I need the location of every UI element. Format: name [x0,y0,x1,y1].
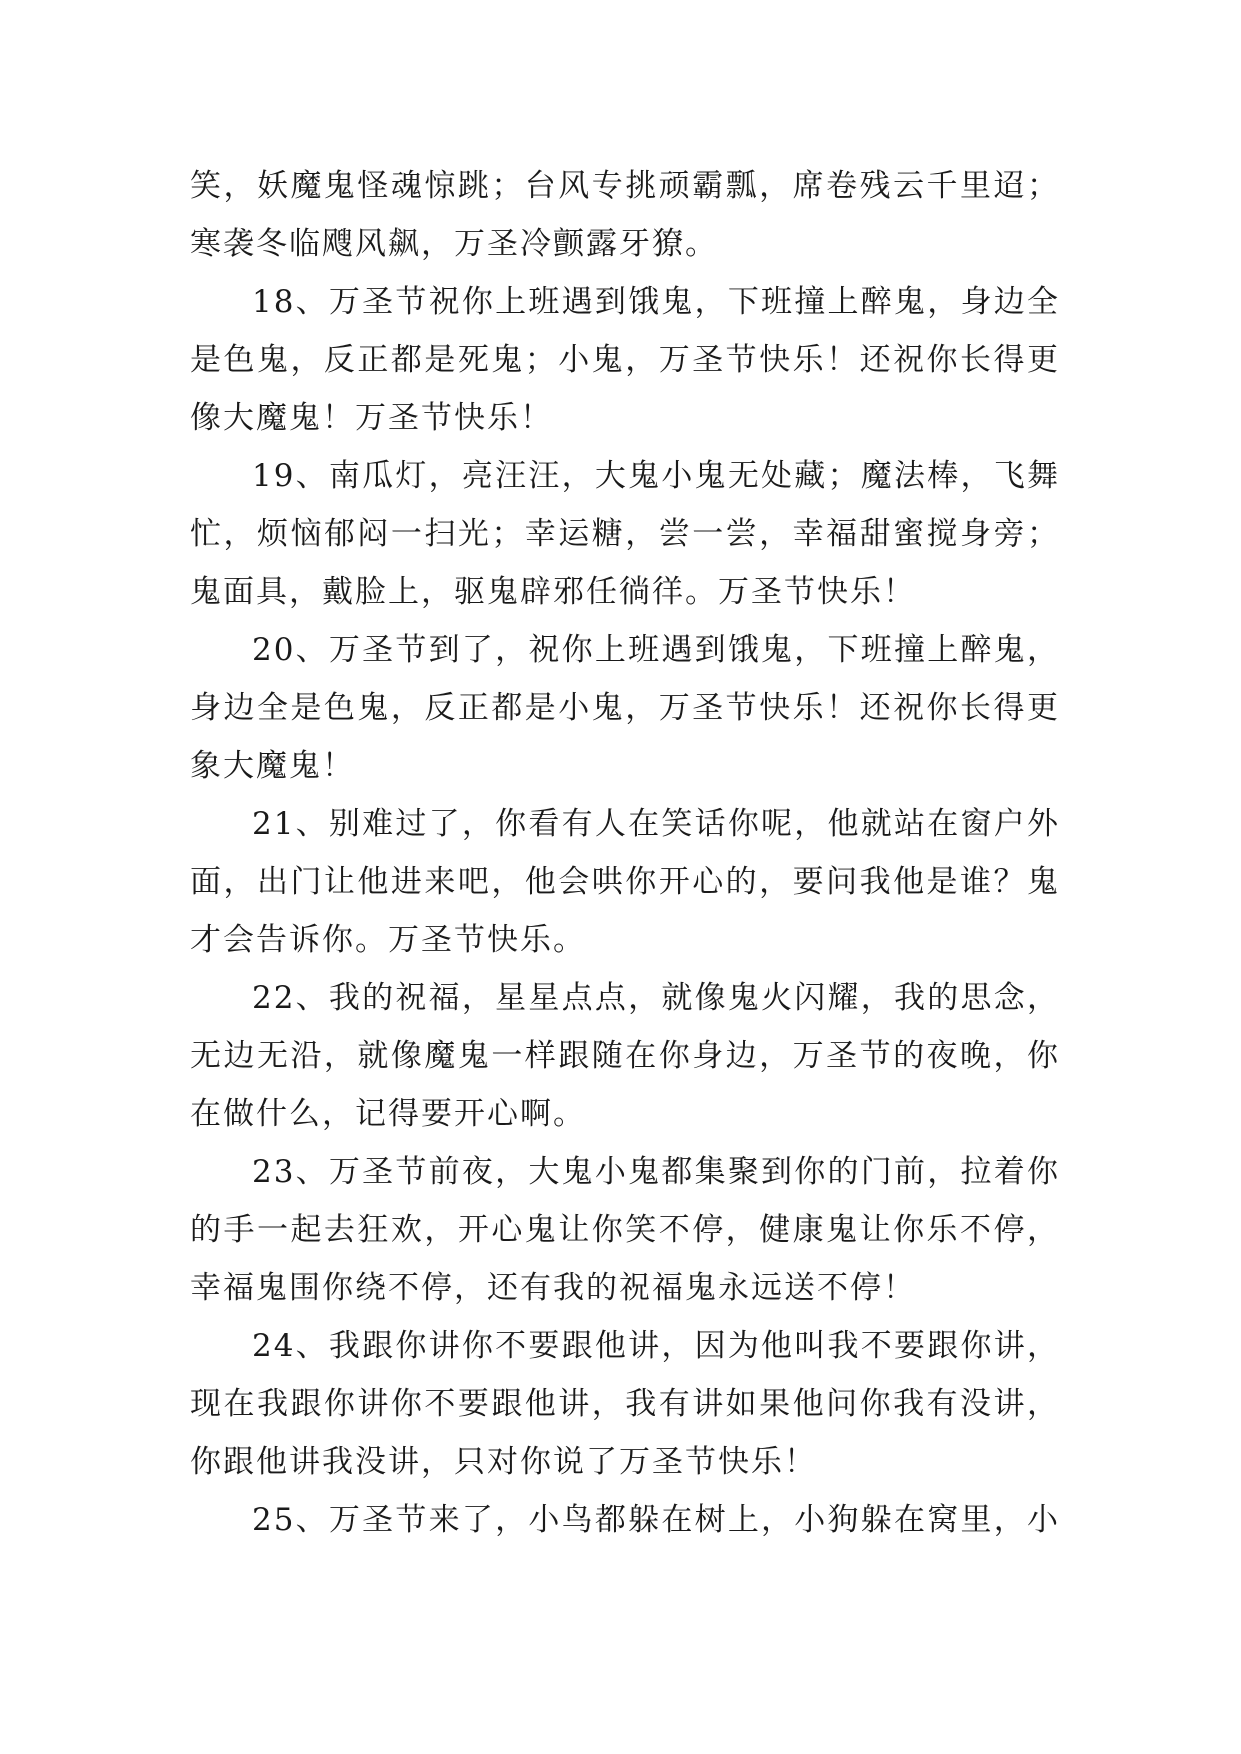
paragraph-20-line: 身边全是色鬼，反正都是小鬼，万圣节快乐！还祝你长得更 [190,690,1060,726]
paragraph-21-line: 面，出门让他进来吧，他会哄你开心的，要问我他是谁？鬼 [190,864,1060,900]
text-line: 笑，妖魔鬼怪魂惊跳；台风专挑顽霸瓢，席卷残云千里迢； [190,168,1060,204]
paragraph-18-line: 像大魔鬼！万圣节快乐！ [190,400,553,436]
document-body [190,157,1060,1549]
paragraph-20-line: 20、万圣节到了，祝你上班遇到饿鬼，下班撞上醉鬼， [252,632,1060,668]
paragraph-19-line: 19、南瓜灯，亮汪汪，大鬼小鬼无处藏；魔法棒，飞舞 [252,458,1060,494]
paragraph-25-line: 25、万圣节来了，小鸟都躲在树上，小狗躲在窝里，小 [252,1502,1060,1538]
paragraph-22-line: 无边无沿，就像魔鬼一样跟随在你身边，万圣节的夜晚，你 [190,1038,1060,1074]
paragraph-18-line: 是色鬼，反正都是死鬼；小鬼，万圣节快乐！还祝你长得更 [190,342,1060,378]
paragraph-23-line: 23、万圣节前夜，大鬼小鬼都集聚到你的门前，拉着你 [252,1154,1060,1190]
paragraph-24-line: 24、我跟你讲你不要跟他讲，因为他叫我不要跟你讲， [252,1328,1060,1364]
paragraph-23-line: 幸福鬼围你绕不停，还有我的祝福鬼永远送不停！ [190,1270,916,1306]
paragraph-21-line: 才会告诉你。万圣节快乐。 [190,922,586,958]
paragraph-18-line: 18、万圣节祝你上班遇到饿鬼，下班撞上醉鬼，身边全 [252,284,1060,320]
text-line: 寒袭冬临飕风飙，万圣冷颤露牙獠。 [190,226,718,262]
paragraph-24-line: 你跟他讲我没讲，只对你说了万圣节快乐！ [190,1444,817,1480]
paragraph-19-line: 忙，烦恼郁闷一扫光；幸运糖，尝一尝，幸福甜蜜搅身旁； [190,516,1060,552]
paragraph-22-line: 22、我的祝福，星星点点，就像鬼火闪耀，我的思念， [252,980,1060,1016]
paragraph-21-line: 21、别难过了，你看有人在笑话你呢，他就站在窗户外 [252,806,1060,842]
paragraph-19-line: 鬼面具，戴脸上，驱鬼辟邪任徜徉。万圣节快乐！ [190,574,916,610]
paragraph-20-line: 象大魔鬼！ [190,748,355,784]
paragraph-24-line: 现在我跟你讲你不要跟他讲，我有讲如果他问你我有没讲， [190,1386,1060,1422]
paragraph-22-line: 在做什么，记得要开心啊。 [190,1096,586,1132]
paragraph-23-line: 的手一起去狂欢，开心鬼让你笑不停，健康鬼让你乐不停， [190,1212,1060,1248]
